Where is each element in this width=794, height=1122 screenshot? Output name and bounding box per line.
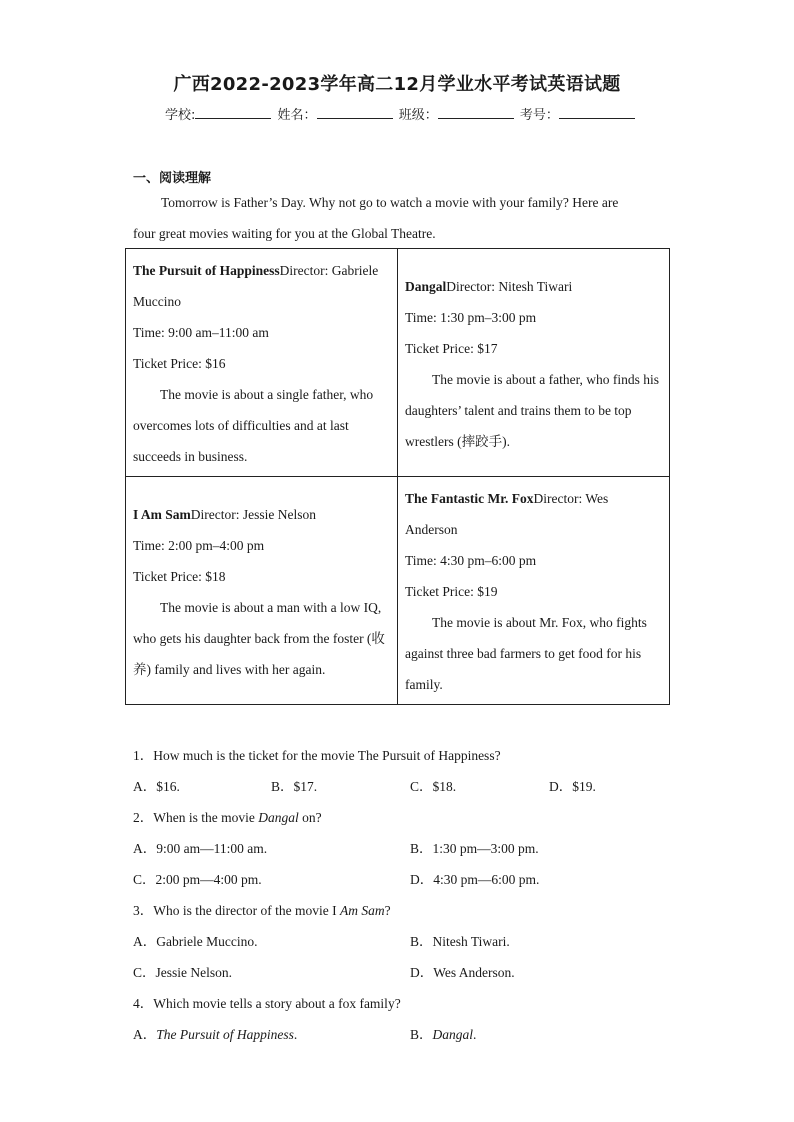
movie-description: The movie is about a single father, who overcomes lots of difficulties and at last succeeds in business. <box>133 387 374 464</box>
option-suffix: . <box>473 1027 477 1042</box>
option-emphasis: The Pursuit of Happiness <box>156 1027 294 1042</box>
option-d[interactable]: D．4:30 pm—6:00 pm. <box>410 872 540 887</box>
stem-text: on? <box>298 810 322 825</box>
movie-time: Time: 4:30 pm–6:00 pm <box>405 553 537 568</box>
movie-cell <box>398 249 670 477</box>
option-a[interactable]: A．Gabriele Muccino. <box>133 934 258 949</box>
movie-cell <box>398 477 670 705</box>
passage-intro <box>133 187 673 249</box>
stem-text: 3．Who is the director of the movie I <box>133 903 340 918</box>
stem-text: 2．When is the movie <box>133 810 259 825</box>
options-row <box>133 864 733 895</box>
movie-time: Time: 2:00 pm–4:00 pm <box>133 537 265 553</box>
movie-title: The Fantastic Mr. Fox <box>405 491 534 506</box>
school-blank[interactable] <box>195 106 271 119</box>
passage-line-1: Tomorrow is Father’s Day. Why not go to watch a movie with your family? Here are <box>161 195 619 210</box>
options-row <box>133 1019 733 1050</box>
school-label: 学校: <box>165 108 196 123</box>
question-stem: 1．How much is the ticket for the movie The Pursuit of Happiness? <box>133 748 501 763</box>
options-row <box>133 771 733 802</box>
movie-director: Director: Gabriele Muccino <box>133 263 379 309</box>
option-a[interactable] <box>133 1019 297 1050</box>
class-label: 班级： <box>398 108 438 123</box>
questions-list <box>133 740 733 1050</box>
option-prefix: A． <box>133 1027 157 1042</box>
movie-director: Director: Wes Anderson <box>405 491 609 537</box>
options-row <box>133 957 733 988</box>
option-suffix: . <box>293 1027 298 1042</box>
option-a[interactable]: A．$16. <box>133 779 180 794</box>
option-b[interactable]: B．$17. <box>271 779 318 794</box>
table-row <box>126 249 670 477</box>
movie-cell <box>126 477 398 705</box>
movies-table <box>125 248 670 705</box>
movie-description: The movie is about a father, who finds his daughters’ talent and trains them to be top wrestlers (摔跤手). <box>405 371 660 449</box>
movie-time: Time: 9:00 am–11:00 am <box>133 325 269 340</box>
movie-price: Ticket Price: $17 <box>405 340 498 356</box>
option-a[interactable]: A．9:00 am—11:00 am. <box>133 841 268 856</box>
movie-title: I Am Sam <box>133 506 191 522</box>
option-d[interactable]: D．Wes Anderson. <box>410 965 515 980</box>
movie-description: The movie is about a man with a low IQ, who gets his daughter back from the foster (收养) family and lives with her again. <box>133 599 385 677</box>
stem-text: ? <box>384 903 391 918</box>
question-stem <box>133 895 733 926</box>
section-title: 一、阅读理解 <box>133 171 212 186</box>
class-blank[interactable] <box>438 106 514 119</box>
options-row <box>133 833 733 864</box>
option-b[interactable]: B．1:30 pm—3:00 pm. <box>410 841 539 856</box>
question-stem <box>133 802 733 833</box>
movie-director: Director: Jessie Nelson <box>190 506 316 522</box>
option-d[interactable]: D．$19. <box>549 779 596 794</box>
options-row <box>133 926 733 957</box>
student-info-line <box>165 104 637 123</box>
number-blank[interactable] <box>559 106 635 119</box>
option-c[interactable]: C．$18. <box>410 779 457 794</box>
movie-time: Time: 1:30 pm–3:00 pm <box>405 309 537 325</box>
option-c[interactable]: C．Jessie Nelson. <box>133 965 232 980</box>
option-emphasis: Dangal <box>432 1027 474 1042</box>
stem-emphasis: Am Sam <box>339 903 385 918</box>
movie-title: Dangal <box>405 278 447 294</box>
movie-title: The Pursuit of Happiness <box>133 263 280 278</box>
name-label: 姓名： <box>277 108 317 123</box>
page-title: 广西2022-2023学年高二12月学业水平考试英语试题 <box>173 74 621 95</box>
option-prefix: B． <box>410 1027 433 1042</box>
movie-price: Ticket Price: $16 <box>133 356 226 371</box>
name-blank[interactable] <box>317 106 393 119</box>
option-c[interactable]: C．2:00 pm—4:00 pm. <box>133 872 262 887</box>
option-b[interactable]: B．Nitesh Tiwari. <box>410 934 510 949</box>
question-stem: 4．Which movie tells a story about a fox family? <box>133 996 401 1011</box>
movie-cell <box>126 249 398 477</box>
movie-director: Director: Nitesh Tiwari <box>446 278 573 294</box>
table-row <box>126 477 670 705</box>
stem-emphasis: Dangal <box>258 810 299 825</box>
movie-price: Ticket Price: $18 <box>133 568 226 584</box>
number-label: 考号： <box>519 108 559 123</box>
passage-line-2: four great movies waiting for you at the Global Theatre. <box>133 226 436 241</box>
option-b[interactable] <box>410 1019 476 1050</box>
movie-price: Ticket Price: $19 <box>405 584 498 599</box>
movie-description: The movie is about Mr. Fox, who fights against three bad farmers to get food for his family. <box>405 615 647 692</box>
